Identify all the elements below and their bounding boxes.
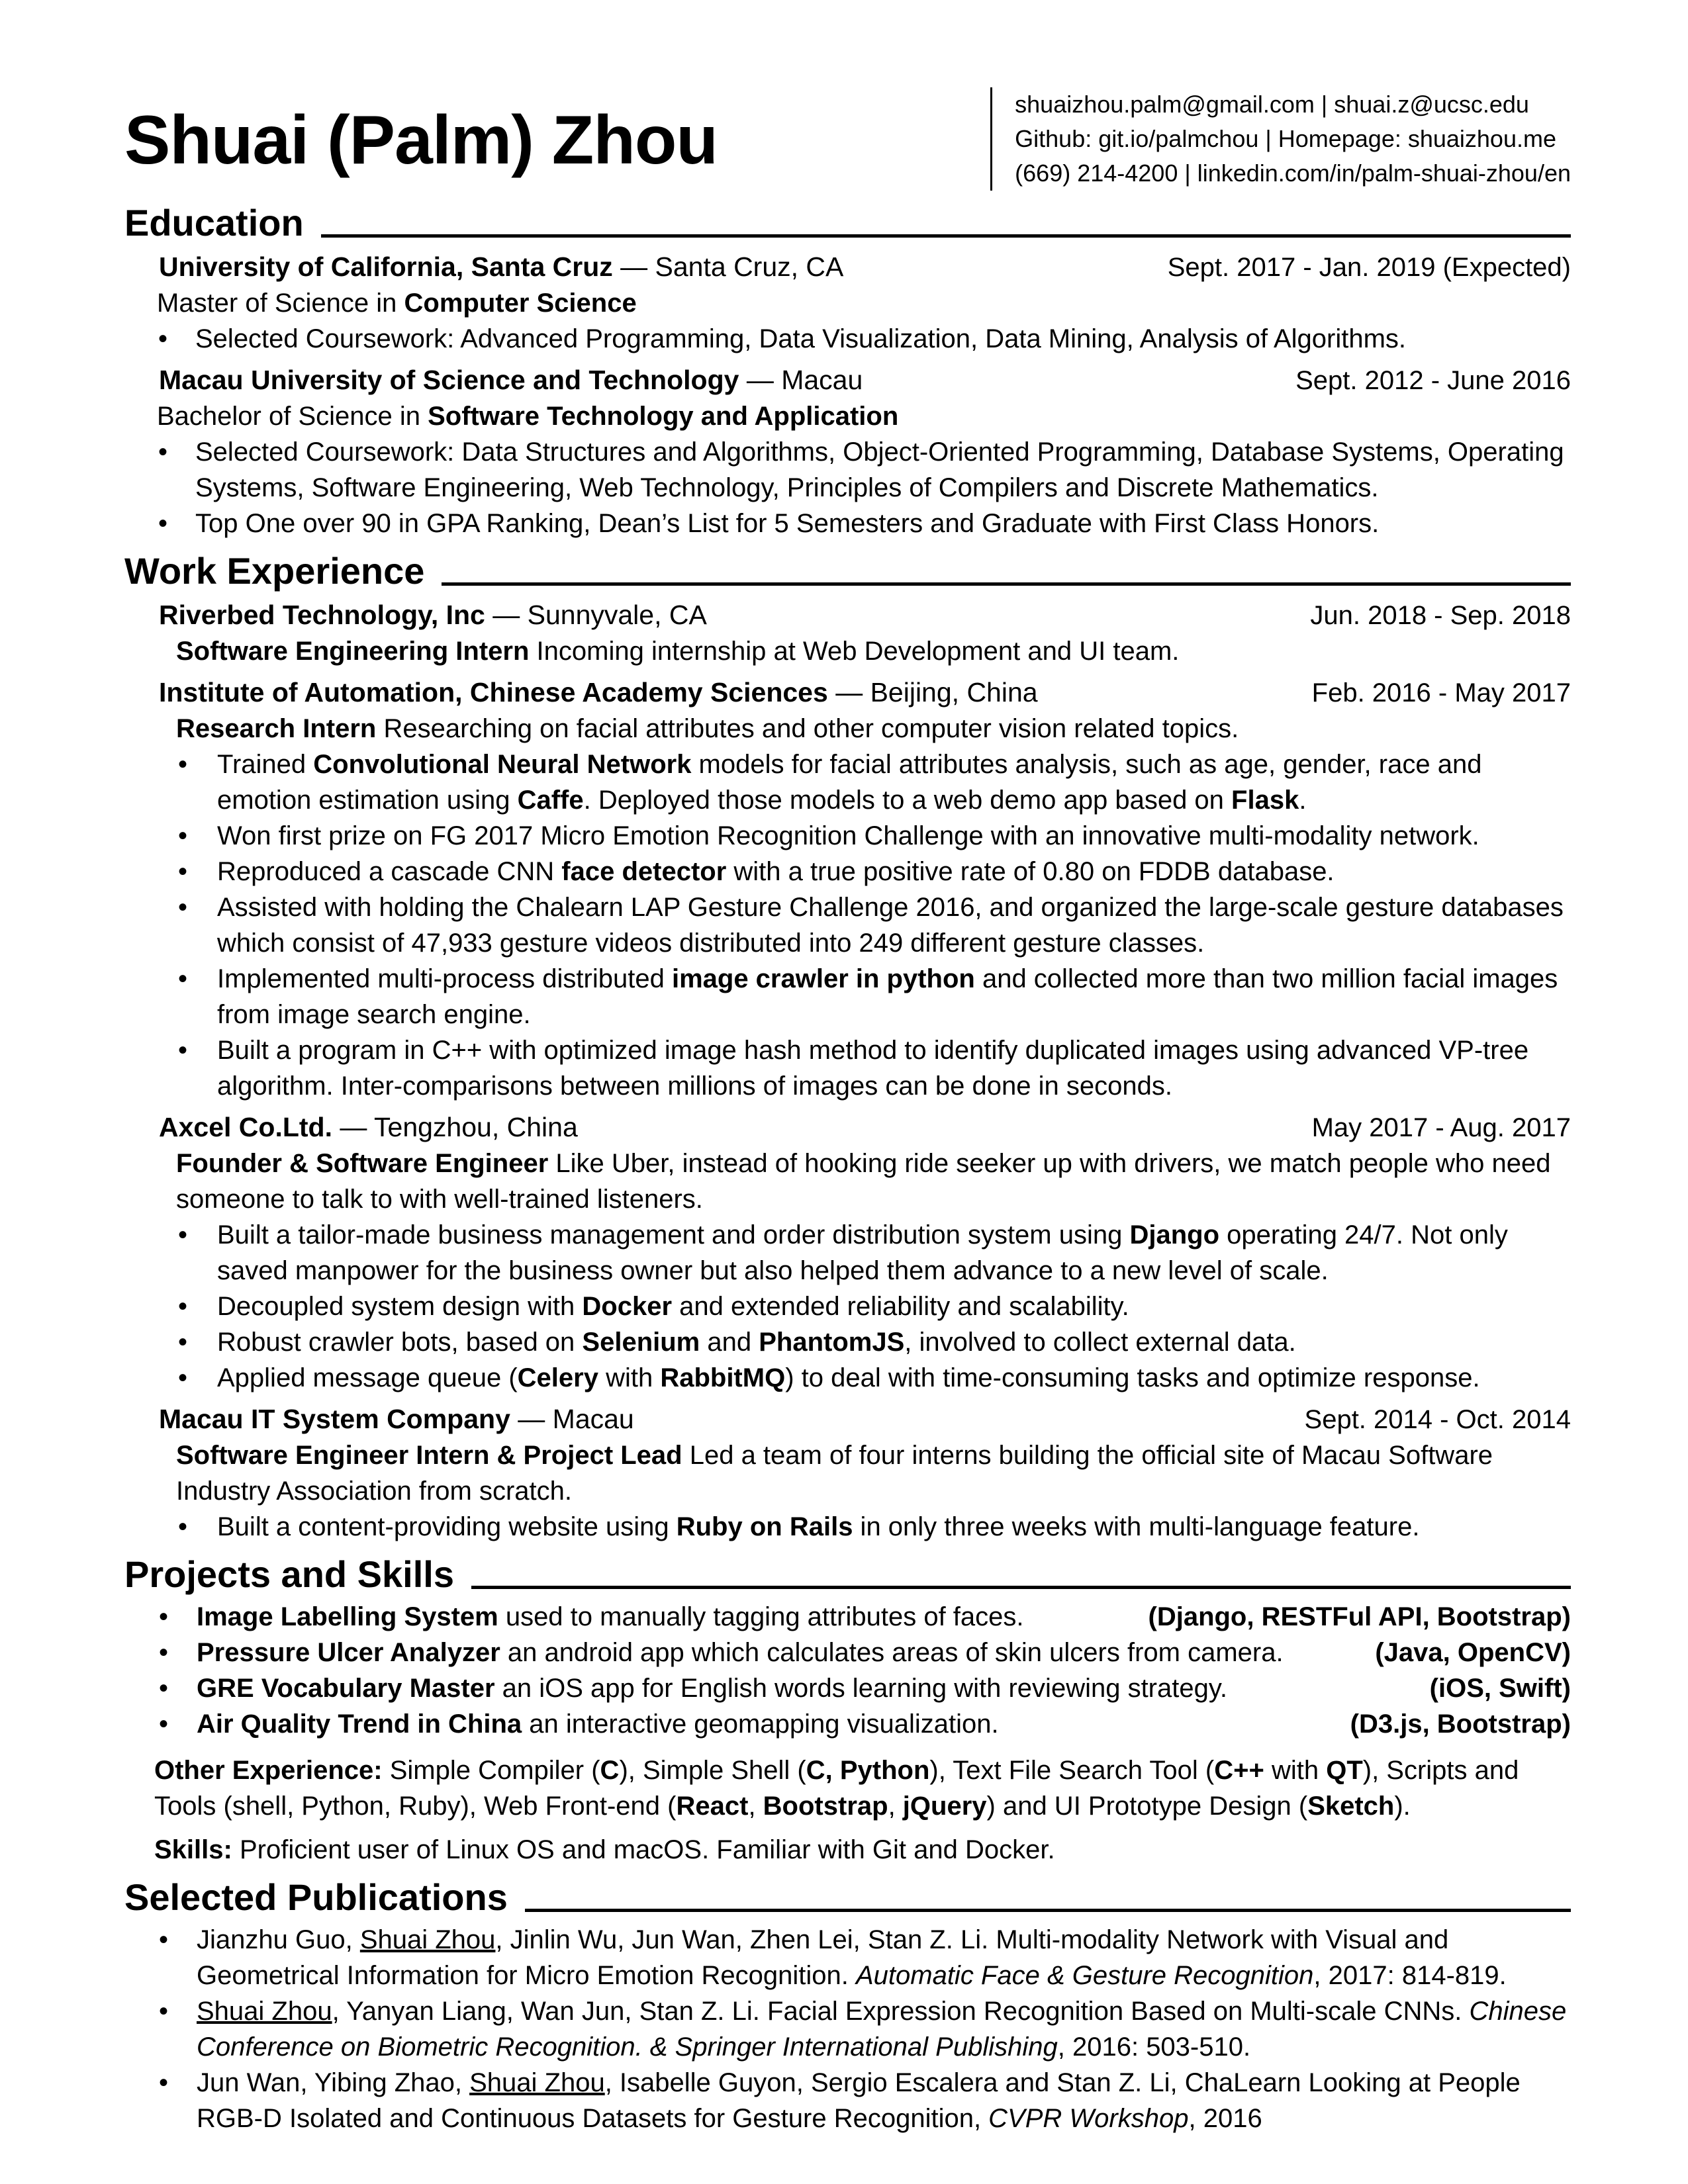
date-range: Sept. 2014 - Oct. 2014: [1304, 1405, 1571, 1434]
section-rule: [471, 1586, 1571, 1589]
role-line: Software Engineering Intern Incoming internship at Web Development and UI team.: [176, 637, 1180, 666]
work-bullets: [177, 1217, 1571, 1396]
section-title: Education: [124, 202, 304, 244]
bullet-item: • Won first prize on FG 2017 Micro Emotion Recognition Challenge with an innovative multi-modality network.: [177, 818, 1571, 854]
project-tech-stack: (Django, RESTFul API, Bootstrap): [1148, 1602, 1571, 1631]
section-heading-publications: [124, 1877, 1571, 1918]
section-rule: [525, 1909, 1571, 1912]
bullet-item: • Robust crawler bots, based on Selenium and PhantomJS, involved to collect external data.: [177, 1324, 1571, 1360]
section-projects-skills: [0, 1554, 1688, 1868]
education-bullets: [157, 321, 1571, 357]
section-title: Work Experience: [124, 550, 425, 592]
project-description: • Image Labelling System used to manually tagging attributes of faces.: [197, 1602, 1024, 1631]
role-line: Software Engineer Intern & Project Lead Led a team of four interns building the official site of Macau Software Industry Association from scratch.: [176, 1441, 1493, 1506]
institution-name: University of California, Santa Cruz — Santa Cruz, CA: [159, 251, 844, 282]
degree-line: Master of Science in Computer Science: [157, 289, 637, 318]
company-name: Riverbed Technology, Inc — Sunnyvale, CA: [159, 600, 707, 630]
work-entry-casia: [0, 674, 1688, 1104]
bullet-item: • Assisted with holding the Chalearn LAP Gesture Challenge 2016, and organized the large-scale gesture databases which consist of 47,933 gesture videos distributed into 249 different gesture classes.: [177, 889, 1571, 961]
contact-info: [990, 87, 1571, 191]
bullet-item: • Top One over 90 in GPA Ranking, Dean’s List for 5 Semesters and Graduate with First Class Honors.: [157, 506, 1571, 541]
institution-name: Macau University of Science and Technology — Macau: [159, 365, 863, 395]
company-name: Institute of Automation, Chinese Academy Sciences — Beijing, China: [159, 677, 1038, 707]
project-item: [158, 1635, 1571, 1670]
entry-header: [159, 597, 1571, 633]
project-list: [158, 1599, 1571, 1742]
education-bullets: [157, 434, 1571, 541]
education-entry-ucsc: [0, 249, 1688, 357]
project-item: [158, 1599, 1571, 1635]
bullet-item: • Decoupled system design with Docker and extended reliability and scalability.: [177, 1289, 1571, 1324]
skills-paragraph: Skills: Proficient user of Linux OS and macOS. Familiar with Git and Docker.: [154, 1835, 1055, 1864]
entry-header: [159, 249, 1571, 285]
bullet-item: • Applied message queue (Celery with RabbitMQ) to deal with time-consuming tasks and optimize response.: [177, 1360, 1571, 1396]
work-bullets: [177, 1509, 1571, 1545]
publication-item: • Jun Wan, Yibing Zhao, Shuai Zhou, Isabelle Guyon, Sergio Escalera and Stan Z. Li, ChaLearn Looking at People RGB-D Isolated and Continuous Datasets for Gesture Recognition, CVPR Workshop, 2016: [158, 2065, 1571, 2136]
section-title: Selected Publications: [124, 1876, 508, 1918]
bullet-item: • Selected Coursework: Data Structures and Algorithms, Object-Oriented Programming, Database Systems, Operating Systems, Software Engineering, Web Technology, Principles of Compilers and Discrete Mathematics.: [157, 434, 1571, 506]
date-range: May 2017 - Aug. 2017: [1311, 1113, 1571, 1142]
degree-line: Bachelor of Science in Software Technology and Application: [157, 402, 899, 431]
project-tech-stack: (Java, OpenCV): [1375, 1638, 1571, 1667]
section-heading-projects: [124, 1554, 1571, 1595]
company-name: Axcel Co.Ltd. — Tengzhou, China: [159, 1112, 578, 1142]
publication-item: • Shuai Zhou, Yanyan Liang, Wan Jun, Stan Z. Li. Facial Expression Recognition Based on Multi-scale CNNs. Chinese Conference on Biometric Recognition. & Springer International Publishing, 2016: 503-510.: [158, 1993, 1571, 2065]
bullet-item: • Implemented multi-process distributed image crawler in python and collected more than two million facial images from image search engine.: [177, 961, 1571, 1032]
section-publications: [0, 1877, 1688, 2136]
work-bullets: [177, 747, 1571, 1104]
date-range: Sept. 2012 - June 2016: [1295, 366, 1571, 395]
project-item: [158, 1670, 1571, 1706]
work-entry-axcel: [0, 1109, 1688, 1396]
contact-line-github-homepage: Github: git.io/palmchou | Homepage: shuaizhou.me: [1015, 125, 1556, 152]
section-title: Projects and Skills: [124, 1553, 454, 1595]
project-description: • Air Quality Trend in China an interactive geomapping visualization.: [197, 1709, 999, 1739]
work-entry-macau-it: [0, 1401, 1688, 1545]
entry-header: [159, 674, 1571, 711]
bullet-item: • Built a content-providing website using Ruby on Rails in only three weeks with multi-language feature.: [177, 1509, 1571, 1545]
candidate-name: Shuai (Palm) Zhou: [124, 102, 718, 179]
date-range: Feb. 2016 - May 2017: [1311, 678, 1571, 707]
publication-item: • Jianzhu Guo, Shuai Zhou, Jinlin Wu, Jun Wan, Zhen Lei, Stan Z. Li. Multi-modality Network with Visual and Geometrical Information for Micro Emotion Recognition. Automatic Face & Gesture Recognition, 2017: 814-819.: [158, 1922, 1571, 1993]
entry-header: [159, 1109, 1571, 1146]
entry-header: [159, 362, 1571, 398]
bullet-item: • Built a program in C++ with optimized image hash method to identify duplicated images using advanced VP-tree algorithm. Inter-comparisons between millions of images can be done in seconds.: [177, 1032, 1571, 1104]
project-tech-stack: (D3.js, Bootstrap): [1350, 1709, 1571, 1739]
section-rule: [442, 582, 1571, 586]
role-line: Founder & Software Engineer Like Uber, instead of hooking ride seeker up with drivers, we match people who need someone to talk to with well-trained listeners.: [176, 1149, 1551, 1214]
bullet-item: • Reproduced a cascade CNN face detector with a true positive rate of 0.80 on FDDB database.: [177, 854, 1571, 889]
contact-line-phone-linkedin: (669) 214-4200 | linkedin.com/in/palm-shuai-zhou/en: [1015, 159, 1571, 187]
project-item: [158, 1706, 1571, 1742]
other-experience-paragraph: Other Experience: Simple Compiler (C), Simple Shell (C, Python), Text File Search Tool (C++ with QT), Scripts and Tools (shell, Python, Ruby), Web Front-end (React, Bootstrap, jQuery) and UI Prototype Design (Sketch).: [154, 1756, 1519, 1821]
role-line: Research Intern Researching on facial attributes and other computer vision related topics.: [176, 714, 1239, 743]
work-entry-riverbed: [0, 597, 1688, 669]
bullet-item: • Built a tailor-made business management and order distribution system using Django operating 24/7. Not only saved manpower for the business owner but also helped them advance to a new level of scale.: [177, 1217, 1571, 1289]
contact-line-emails: shuaizhou.palm@gmail.com | shuai.z@ucsc.edu: [1015, 91, 1529, 118]
date-range: Jun. 2018 - Sep. 2018: [1310, 601, 1571, 630]
section-education: [0, 203, 1688, 541]
education-entry-must: [0, 362, 1688, 541]
company-name: Macau IT System Company — Macau: [159, 1404, 634, 1434]
project-description: • Pressure Ulcer Analyzer an android app which calculates areas of skin ulcers from camera.: [197, 1638, 1284, 1667]
publication-list: [158, 1922, 1571, 2136]
project-tech-stack: (iOS, Swift): [1429, 1674, 1571, 1703]
project-description: • GRE Vocabulary Master an iOS app for English words learning with reviewing strategy.: [197, 1674, 1227, 1703]
bullet-item: • Trained Convolutional Neural Network models for facial attributes analysis, such as age, gender, race and emotion estimation using Caffe. Deployed those models to a web demo app based on Flask.: [177, 747, 1571, 818]
date-range: Sept. 2017 - Jan. 2019 (Expected): [1167, 253, 1571, 282]
section-rule: [321, 234, 1571, 238]
section-heading-education: [124, 203, 1571, 244]
section-heading-work: [124, 551, 1571, 592]
bullet-item: • Selected Coursework: Advanced Programming, Data Visualization, Data Mining, Analysis of Algorithms.: [157, 321, 1571, 357]
entry-header: [159, 1401, 1571, 1437]
resume-header: [124, 85, 1571, 191]
section-work-experience: [0, 551, 1688, 1545]
